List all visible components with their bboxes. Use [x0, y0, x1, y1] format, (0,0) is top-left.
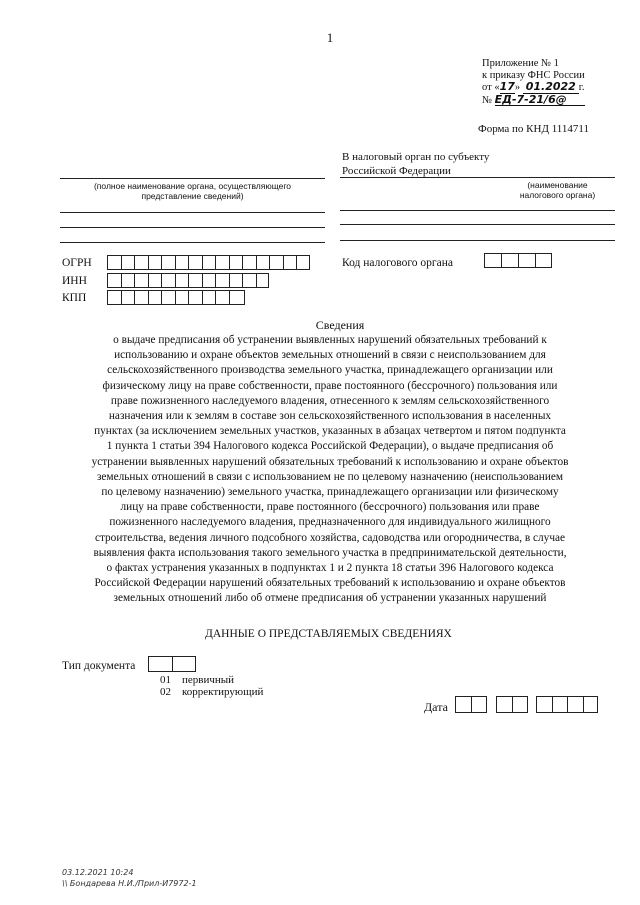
recipient-line-4[interactable] [340, 240, 615, 241]
section-title: ДАННЫЕ О ПРЕДСТАВЛЯЕМЫХ СВЕДЕНИЯХ [205, 628, 452, 640]
doc-type-option-02: 02 корректирующий [160, 686, 264, 698]
ogrn-label: ОГРН [62, 257, 92, 269]
sender-name-line-4[interactable] [60, 242, 325, 243]
footer-file-path: \\ Бондарева Н.И./Прил-И7972-1 [62, 879, 197, 888]
doc-type-option-01: 01 первичный [160, 674, 235, 686]
attachment-line2: к приказу ФНС России [482, 69, 585, 81]
inn-label: ИНН [62, 275, 87, 287]
ogrn-cells[interactable] [107, 255, 310, 270]
doc-type-cells[interactable] [148, 656, 196, 672]
attachment-day: 17 [499, 80, 515, 93]
sender-name-line-2[interactable] [60, 212, 325, 213]
date-day-cells[interactable] [455, 696, 487, 713]
page-number: 1 [326, 30, 334, 45]
date-year-cells[interactable] [536, 696, 598, 713]
tax-office-code-label: Код налогового органа [342, 257, 454, 269]
attachment-line1: Приложение № 1 [482, 58, 559, 69]
sender-name-line-1[interactable] [60, 178, 325, 179]
inn-cells[interactable] [107, 273, 269, 288]
attachment-date: от «17» 01.2022 г. [482, 80, 585, 93]
recipient-block: В налоговый орган по субъекту Российской Федерации [342, 151, 490, 177]
doc-type-label: Тип документа [62, 660, 136, 672]
attachment-number: № ЕД-7-21/6@ [482, 94, 632, 107]
footer-timestamp: 03.12.2021 10:24 [62, 868, 134, 877]
date-label: Дата [424, 700, 448, 714]
attachment-month-year: 01.2022 [523, 81, 579, 94]
recipient-line-3[interactable] [340, 224, 615, 225]
form-code: Форма по КНД 1114711 [478, 123, 589, 135]
sender-name-line-3[interactable] [60, 227, 325, 228]
tax-office-code-cells[interactable] [484, 253, 552, 268]
kpp-label: КПП [62, 292, 87, 304]
recipient-caption: (наименование налогового органа) [519, 180, 596, 200]
date-month-cells[interactable] [496, 696, 528, 713]
sender-name-caption: (полное наименование органа, осуществляющего представление сведений) [93, 181, 292, 201]
attachment-block [482, 58, 632, 106]
recipient-line-2[interactable] [340, 210, 615, 211]
attachment-order-number: ЕД-7-21/6@ [495, 94, 585, 107]
document-title: Сведения [315, 318, 365, 332]
recipient-line-1[interactable] [340, 177, 615, 178]
document-body: о выдаче предписания об устранении выявленных нарушений обязательных требований к использованию и охране объектов земельных отношений в связи с неиспользованием для сельскохозяйственного производства земельного участка, принадлежащего организации или физическому лицу на праве собственности, праве постоянного (бессрочного) пользования или праве пожизненного наследуемого владения, отнесенного к землям сельскохозяйственного назначения или к землям в составе зон сельскохозяйственного использования в населенных пунктах (за исключением земельных участков, указанных в абзацах четвертом и пятом подпункта 1 пункта 1 статьи 394 Налогового кодекса Российской Федерации), о выдаче предписания об устранении выявленных нарушений обязательных требований к использованию и охране объектов земельных отношений в связи с использованием не по целевому назначению (неиспользованием по целевому назначению) земельного участка, принадлежащего организации или физическому лицу на праве собственности, праве постоянного (бессрочного) пользования или праве пожизненного наследуемого владения, предназначенного для индивидуального жилищного строительства, ведения личного подсобного хозяйства, садоводства или огородничества, в случае выявления факта использования такого земельного участка в предпринимательской деятельности, о фактах устранения указанных в подпунктах 1 и 2 пункта 18 статьи 396 Налогового кодекса Российской Федерации нарушений обязательных требований к использованию и охране объектов земельных отношений либо об отмене предписания об устранении указанных нарушений [91, 334, 569, 605]
kpp-cells[interactable] [107, 290, 245, 305]
